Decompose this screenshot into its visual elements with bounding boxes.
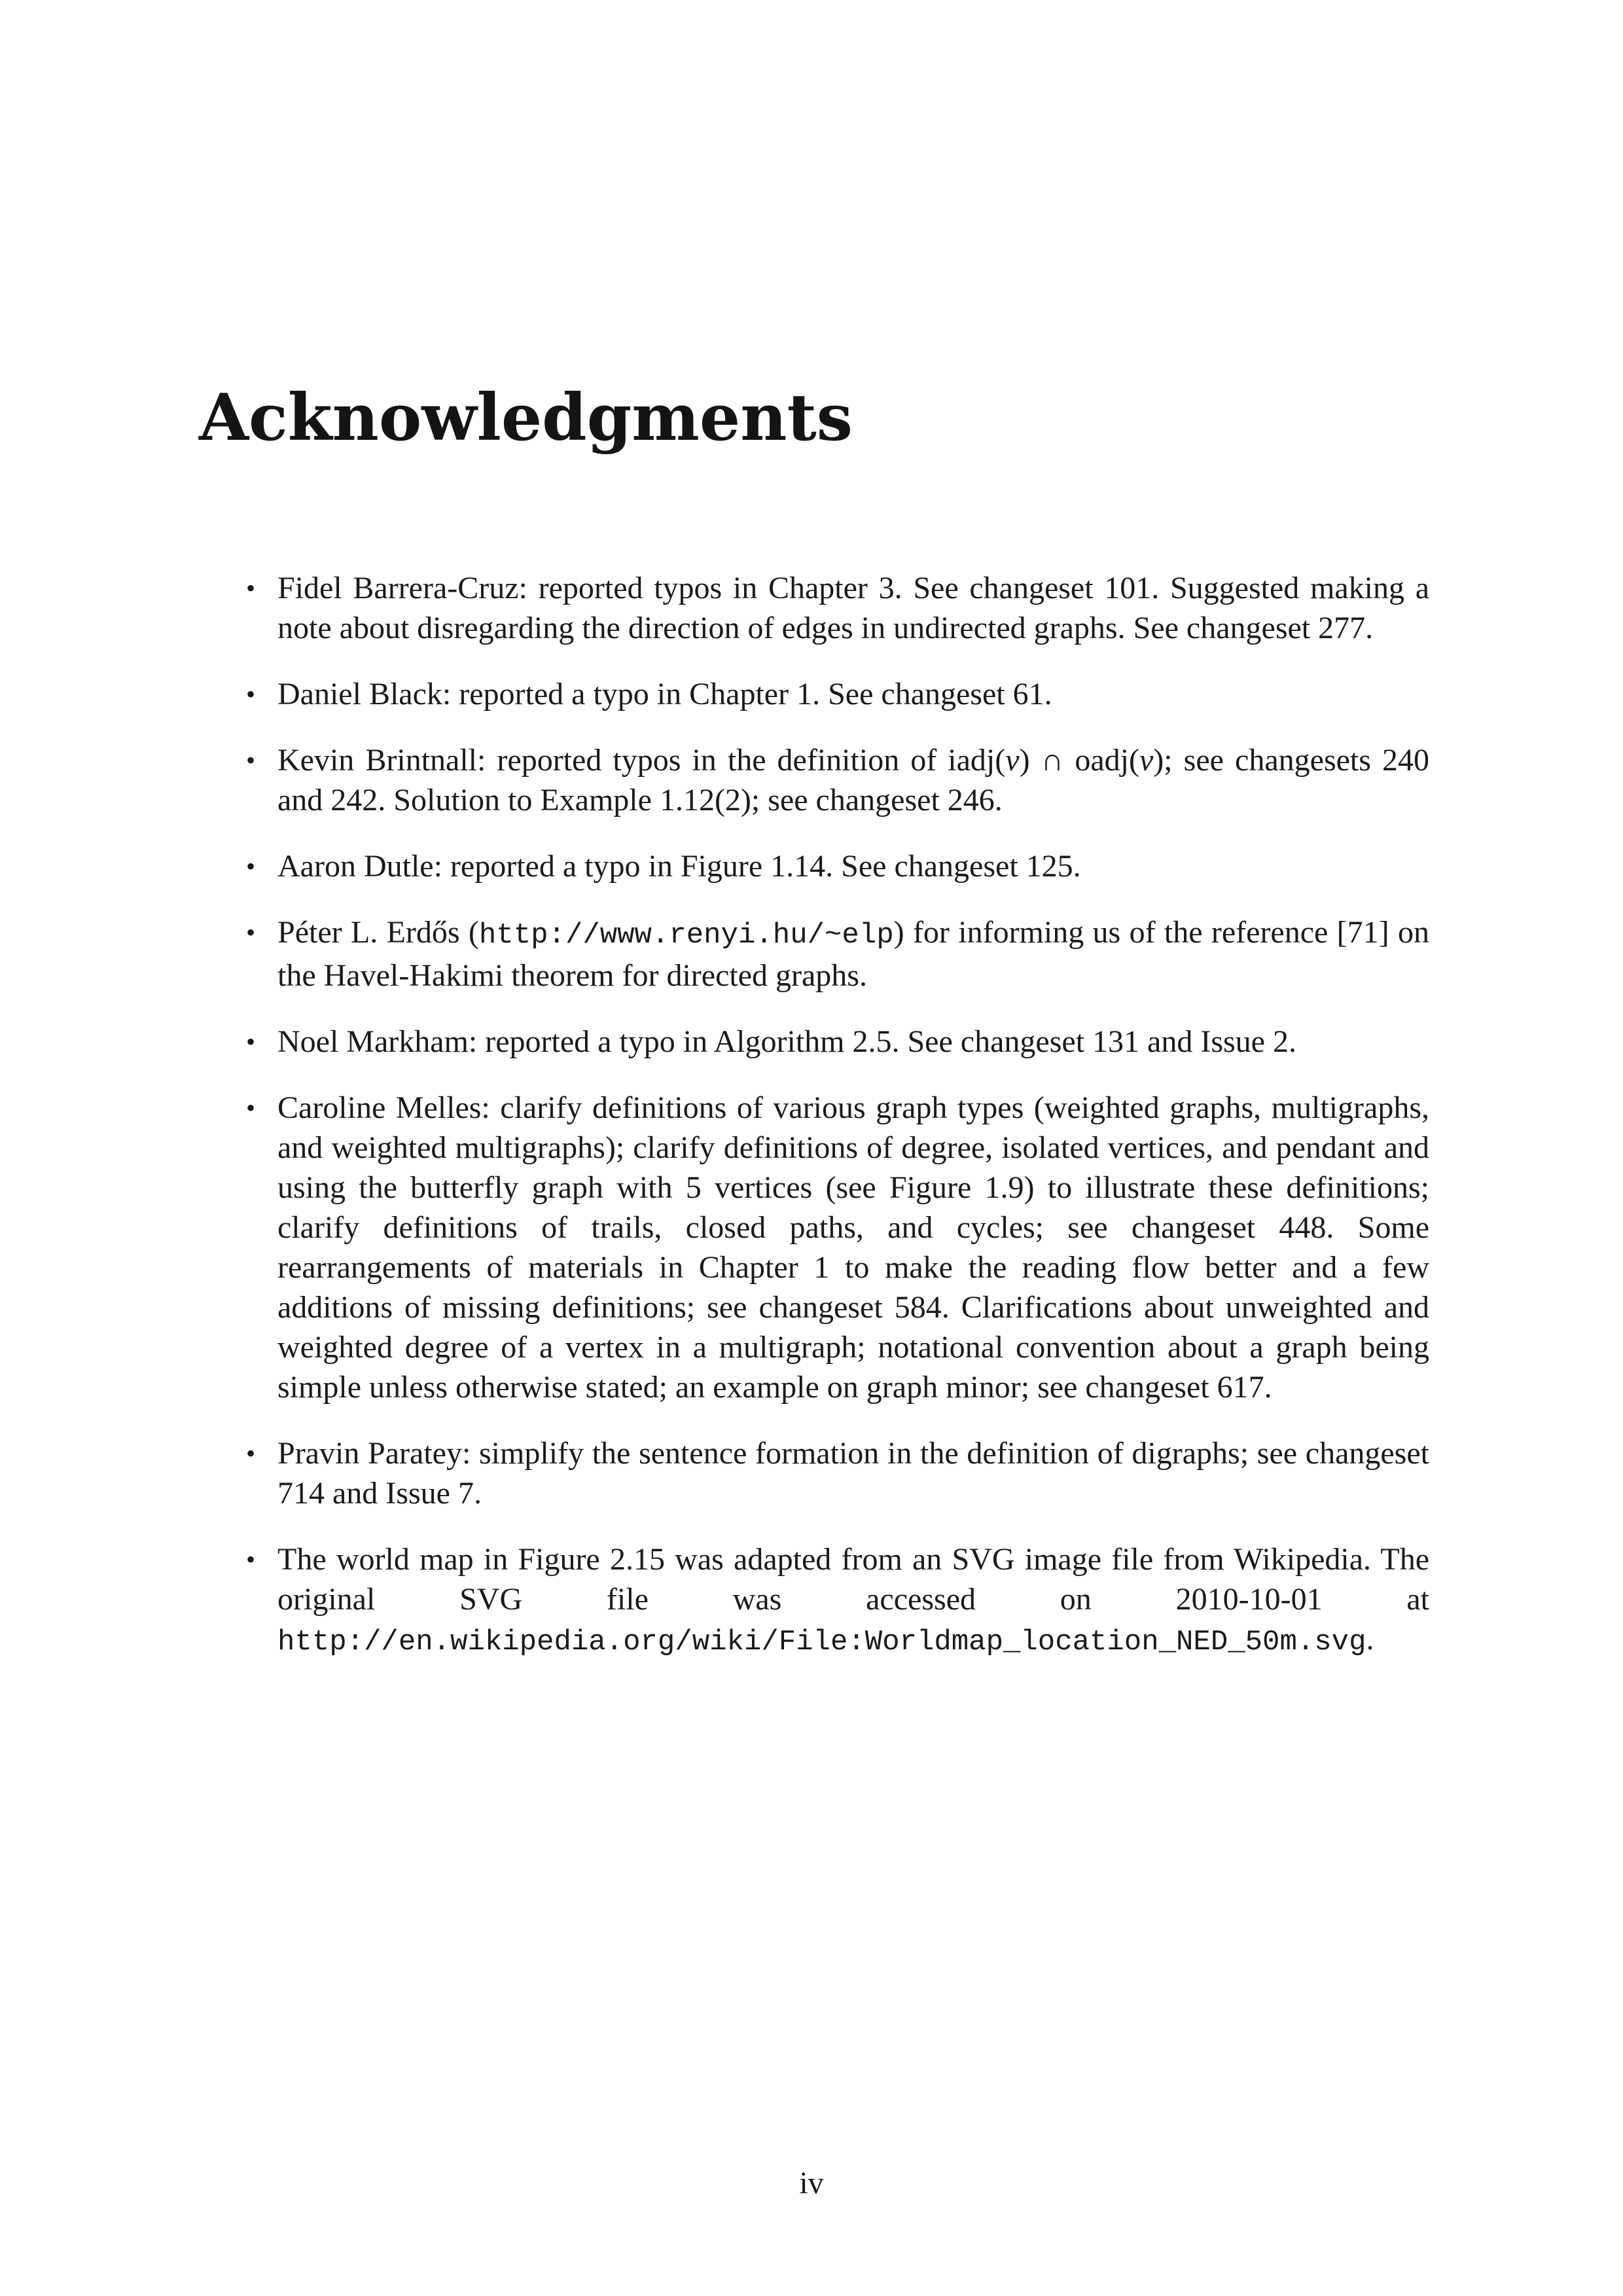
page-title: Acknowledgments	[199, 380, 853, 456]
list-item	[199, 846, 1429, 886]
bullet-icon: •	[246, 679, 256, 709]
list-item	[199, 912, 1429, 996]
bullet-icon: •	[246, 918, 256, 947]
bullet-icon: •	[246, 1545, 256, 1574]
list-item	[199, 1022, 1429, 1062]
page-number: iv	[799, 2166, 824, 2200]
item-text: Caroline Melles: clarify definitions of various graph types (weighted graphs, multigraphs, and weighted multigraphs); clarify definitions of degree, isolated vertices, and pendant and using the butterfly graph with 5 vertices (see Figure 1.9) to illustrate these definitions; clarify definitions of trails, closed paths, and cycles; see changeset 448. Some rearrangements of materials in Chapter 1 to make the reading flow better and a few additions of missing definitions; see changeset 584. Clarifications about unweighted and weighted degree of a vertex in a multigraph; notational convention about a graph being simple unless otherwise stated; an example on graph minor; see changeset 617.	[277, 1090, 1429, 1405]
item-text: Noel Markham: reported a typo in Algorithm 2.5. See changeset 131 and Issue 2.	[277, 1024, 1296, 1059]
item-text: .	[1366, 1622, 1374, 1657]
bullet-icon: •	[246, 1093, 256, 1122]
item-text: Fidel Barrera-Cruz: reported typos in Chapter 3. See changeset 101. Suggested making a note about disregarding the direction of edges in undirected graphs. See changeset 277.	[277, 571, 1429, 645]
url-link[interactable]: http://www.renyi.hu/~elp	[478, 919, 894, 952]
math-variable: v	[1005, 743, 1020, 778]
acknowledgments-list	[199, 568, 1429, 1689]
item-text: Daniel Black: reported a typo in Chapter 1. See changeset 61.	[277, 677, 1052, 711]
item-text: Péter L. Erdős (	[277, 915, 479, 950]
math-variable: v	[1139, 743, 1154, 778]
bullet-icon: •	[246, 1439, 256, 1468]
url-link[interactable]: http://en.wikipedia.org/wiki/File:Worldmap_location_NED_50m.svg	[277, 1626, 1366, 1659]
item-text: The world map in Figure 2.15 was adapted from an SVG image file from Wikipedia. The original SVG file was accessed on 2010-10-01 at	[277, 1542, 1429, 1617]
bullet-icon: •	[246, 745, 256, 775]
bullet-icon: •	[246, 1027, 256, 1056]
list-item	[199, 1433, 1429, 1513]
item-text: ) ∩ oadj(	[1019, 743, 1139, 778]
item-text: ) for informing us of the reference [71] on the Havel-Hakimi theorem for directed graphs.	[277, 915, 1429, 993]
item-text: ); see changesets 240 and 242. Solution to Example 1.12(2); see changeset 246.	[277, 743, 1430, 817]
item-text: Aaron Dutle: reported a typo in Figure 1.14. See changeset 125.	[277, 849, 1081, 884]
bullet-icon: •	[246, 852, 256, 881]
item-text: Pravin Paratey: simplify the sentence formation in the definition of digraphs; see changeset 714 and Issue 7.	[277, 1436, 1429, 1511]
list-item	[199, 1539, 1429, 1662]
list-item	[199, 568, 1429, 648]
list-item	[199, 1088, 1429, 1407]
list-item	[199, 674, 1429, 714]
list-item	[199, 740, 1429, 820]
item-text: Kevin Brintnall: reported typos in the definition of iadj(	[277, 743, 1006, 778]
bullet-icon: •	[246, 573, 256, 603]
